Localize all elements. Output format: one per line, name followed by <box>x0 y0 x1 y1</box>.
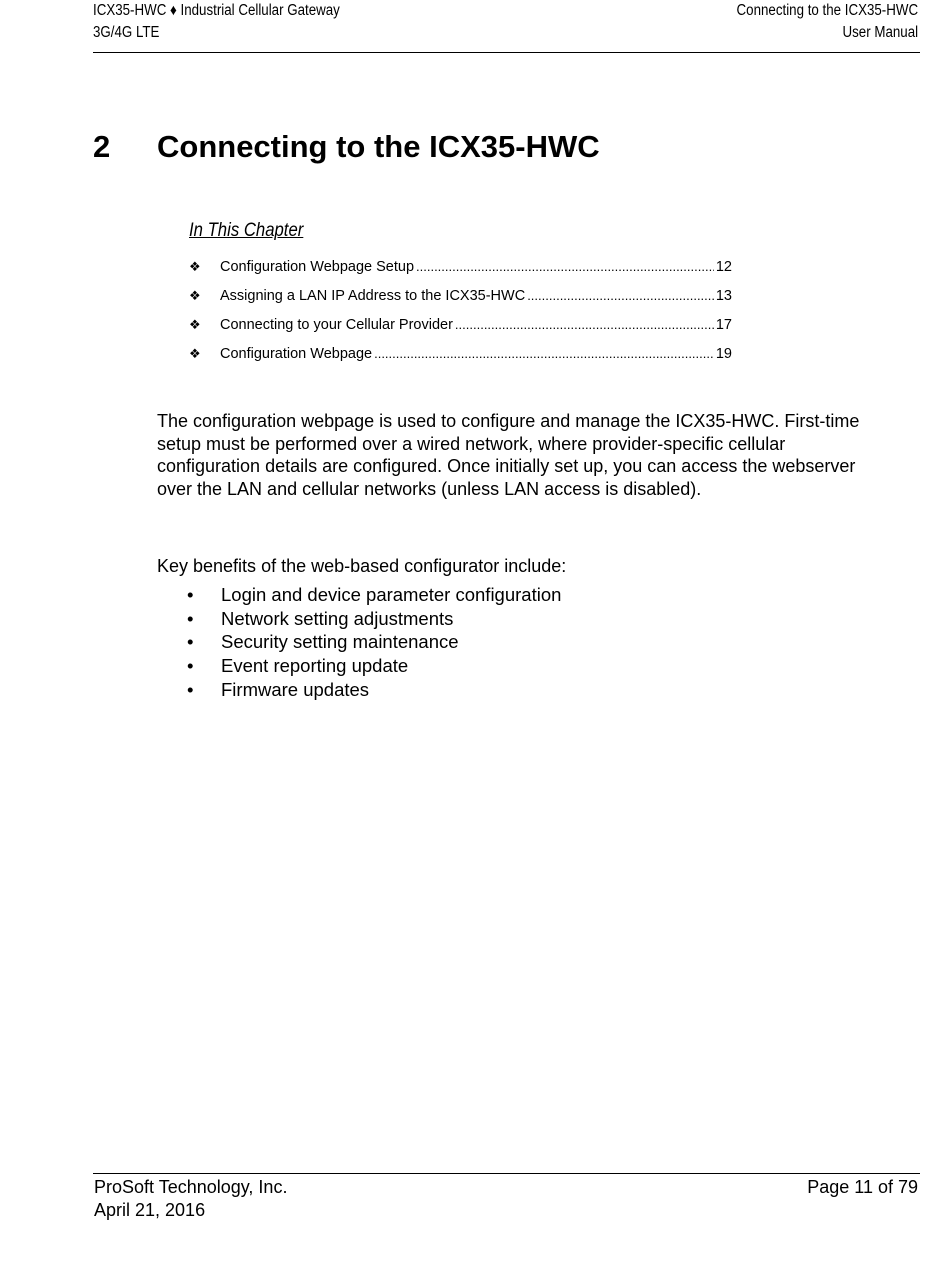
benefits-list <box>157 583 561 702</box>
diamond-bullet-icon: ❖ <box>189 259 201 274</box>
diamond-bullet-icon: ❖ <box>189 317 201 332</box>
header-left <box>93 0 340 44</box>
list-item <box>157 607 561 631</box>
toc-item[interactable] <box>189 259 732 288</box>
list-item <box>157 654 561 678</box>
diamond-bullet-icon: ❖ <box>189 346 201 361</box>
bullet-icon: • <box>187 584 194 605</box>
benefit-text: Login and device parameter configuration <box>221 584 562 605</box>
in-this-chapter-heading: In This Chapter <box>189 220 304 241</box>
list-item <box>157 630 561 654</box>
toc-leader-dots <box>527 288 714 303</box>
toc-item-label: Assigning a LAN IP Address to the ICX35-HWC <box>220 288 526 304</box>
diamond-bullet-icon: ❖ <box>189 288 201 303</box>
toc-leader-dots <box>374 346 714 361</box>
toc-item-page: 19 <box>715 346 732 362</box>
toc-item[interactable] <box>189 346 732 375</box>
toc-item-label: Configuration Webpage <box>220 346 373 362</box>
toc-leader-dots <box>455 317 714 332</box>
benefit-text: Event reporting update <box>221 655 409 677</box>
bullet-icon: • <box>187 655 194 677</box>
list-item <box>157 583 561 607</box>
list-item <box>157 678 561 702</box>
header-product-title: ICX35-HWC ♦ Industrial Cellular Gateway <box>93 2 340 19</box>
toc-item-page: 12 <box>715 259 732 275</box>
running-footer <box>93 1173 920 1220</box>
bullet-icon: • <box>187 678 194 700</box>
chapter-title: Connecting to the ICX35-HWC <box>157 129 600 164</box>
header-product-subtitle: 3G/4G LTE <box>93 24 160 41</box>
benefits-intro: Key benefits of the web-based configurator include: <box>157 556 567 576</box>
toc-item-page: 13 <box>715 288 732 304</box>
header-right <box>736 0 918 44</box>
toc-item[interactable] <box>189 317 732 346</box>
chapter-number: 2 <box>93 129 111 164</box>
toc-item-label: Connecting to your Cellular Provider <box>220 317 453 333</box>
footer-left <box>94 1176 287 1222</box>
running-header <box>93 0 920 53</box>
header-chapter-name: Connecting to the ICX35-HWC <box>736 2 918 19</box>
bullet-icon: • <box>187 607 194 629</box>
footer-date: April 21, 2016 <box>94 1200 206 1220</box>
chapter-toc <box>189 259 732 375</box>
toc-item[interactable] <box>189 288 732 317</box>
footer-company: ProSoft Technology, Inc. <box>94 1177 288 1197</box>
intro-paragraph: The configuration webpage is used to configure and manage the ICX35-HWC. First-time setup must be performed over a wired network, where provider-specific cellular configuration details are configured. Once initially set up, you can access the webserver over the LAN and cellular networks (unless LAN access is disabled). <box>157 411 860 499</box>
toc-item-page: 17 <box>715 317 732 333</box>
benefit-text: Firmware updates <box>221 678 370 700</box>
chapter-heading <box>93 127 600 167</box>
header-doc-type: User Manual <box>842 24 918 41</box>
bullet-icon: • <box>187 631 194 653</box>
footer-page-number: Page 11 of 79 <box>807 1177 918 1197</box>
benefit-text: Security setting maintenance <box>221 631 459 653</box>
benefit-text: Network setting adjustments <box>221 607 454 629</box>
toc-leader-dots <box>416 259 714 274</box>
toc-item-label: Configuration Webpage Setup <box>220 259 415 275</box>
